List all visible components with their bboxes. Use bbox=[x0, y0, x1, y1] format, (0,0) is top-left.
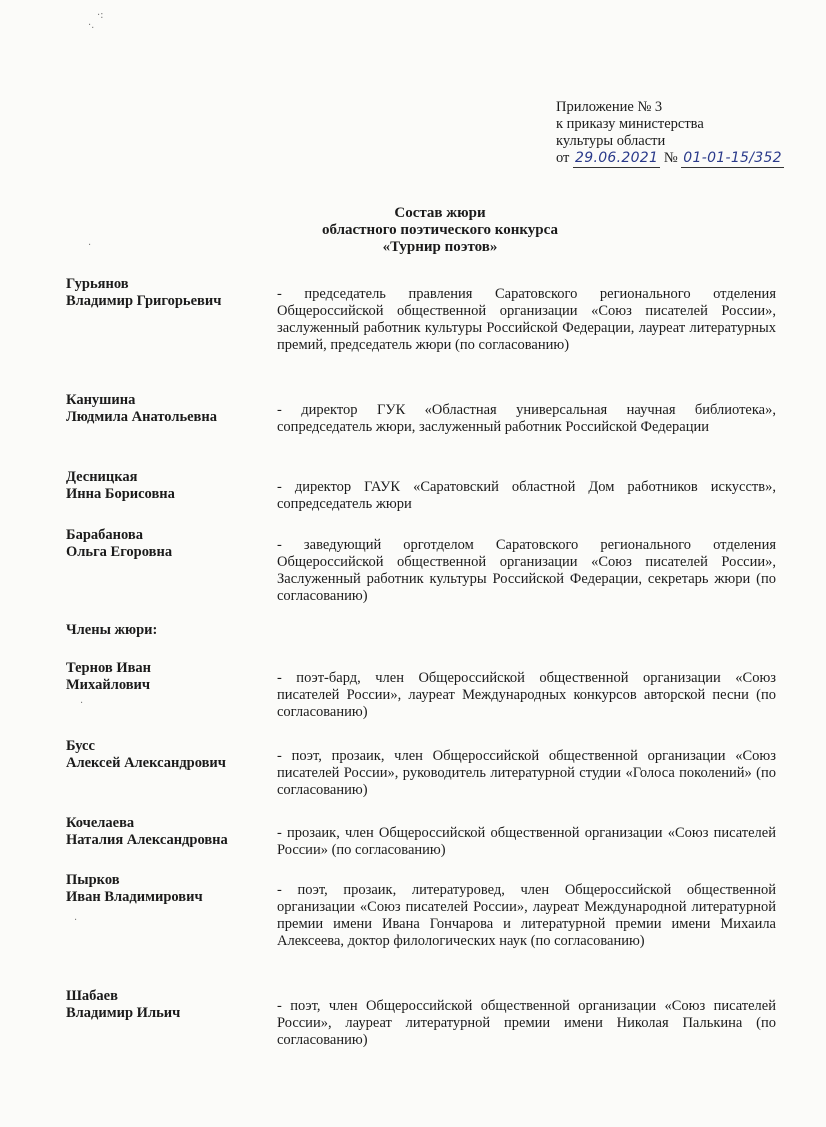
person-surname: Гурьянов bbox=[66, 276, 129, 292]
members-heading: Члены жюри: bbox=[66, 622, 158, 638]
person-name bbox=[66, 469, 266, 503]
person-role: - директор ГУК «Областная универсальная научная библиотека», сопредседатель жюри, заслуженный работник Российской Федерации bbox=[277, 402, 776, 435]
date-prefix: от bbox=[556, 150, 570, 166]
handwritten-date: 29.06.2021 bbox=[575, 150, 659, 166]
person-name bbox=[66, 660, 266, 694]
person-surname: Бусс bbox=[66, 738, 95, 754]
annex-line-2: к приказу министерства bbox=[556, 116, 704, 132]
person-surname: Тернов Иван bbox=[66, 660, 152, 676]
person-role: - прозаик, член Общероссийской общественной организации «Союз писателей России» (по согласованию) bbox=[277, 825, 776, 858]
person-surname: Шабаев bbox=[66, 988, 118, 1004]
person-name bbox=[66, 988, 266, 1022]
person-given-names: Ольга Егоровна bbox=[66, 544, 173, 560]
annex-block bbox=[556, 99, 816, 168]
person-given-names: Наталия Александровна bbox=[66, 832, 228, 848]
person-role: - председатель правления Саратовского регионального отделения Общероссийской общественной организации «Союз писателей России», заслуженный работник культуры Российской Федерации, лауреат литературных премий, председатель жюри (по согласованию) bbox=[277, 286, 776, 353]
annex-date-line bbox=[556, 150, 816, 168]
handwritten-number: 01-01-15/352 bbox=[683, 150, 782, 166]
scan-speck: · bbox=[80, 698, 84, 709]
scan-speck: · bbox=[88, 240, 92, 251]
person-surname: Кочелаева bbox=[66, 815, 135, 831]
document-title bbox=[250, 205, 630, 256]
person-name bbox=[66, 527, 266, 561]
annex-line-3: культуры области bbox=[556, 133, 666, 149]
person-given-names: Алексей Александрович bbox=[66, 755, 226, 771]
person-surname: Барабанова bbox=[66, 527, 143, 543]
scan-speck: ·: bbox=[97, 10, 104, 21]
person-given-names: Владимир Ильич bbox=[66, 1005, 181, 1021]
person-role: - поэт, прозаик, член Общероссийской общественной организации «Союз писателей России», руководитель литературной студии «Голоса поколений» (по согласованию) bbox=[277, 748, 776, 798]
title-line-2: областного поэтического конкурса bbox=[321, 222, 558, 238]
person-role: - поэт, прозаик, литературовед, член Общероссийской общественной организации «Союз писателей России», лауреат Международной литературной премии имени Ивана Гончарова и литературной премии имени Михаила Алексеева, доктор филологических наук (по согласованию) bbox=[277, 882, 776, 949]
person-name bbox=[66, 815, 266, 849]
person-name bbox=[66, 392, 266, 426]
person-name bbox=[66, 276, 266, 310]
person-surname: Канушина bbox=[66, 392, 136, 408]
scan-speck: · bbox=[74, 915, 78, 926]
title-line-3: «Турнир поэтов» bbox=[382, 239, 498, 255]
person-name bbox=[66, 738, 266, 772]
person-role: - поэт, член Общероссийской общественной организации «Союз писателей России», лауреат литературной премии имени Николая Палькина (по согласованию) bbox=[277, 998, 776, 1048]
person-given-names: Иван Владимирович bbox=[66, 889, 203, 905]
title-line-1: Состав жюри bbox=[394, 205, 486, 221]
person-surname: Пырков bbox=[66, 872, 120, 888]
person-surname: Десницкая bbox=[66, 469, 138, 485]
number-prefix: № bbox=[663, 150, 678, 166]
person-role: - директор ГАУК «Саратовский областной Дом работников искусств», сопредседатель жюри bbox=[277, 479, 776, 512]
annex-line-1: Приложение № 3 bbox=[556, 99, 663, 115]
person-given-names: Михайлович bbox=[66, 677, 151, 693]
person-role: - заведующий орготделом Саратовского регионального отделения Общероссийской общественной организации «Союз писателей России», Заслуженный работник культуры Российской Федерации, секретарь жюри (по согласованию) bbox=[277, 537, 776, 604]
person-given-names: Людмила Анатольевна bbox=[66, 409, 217, 425]
person-name bbox=[66, 872, 266, 906]
person-role: - поэт-бард, член Общероссийской общественной организации «Союз писателей России», лауреат Международных конкурсов авторской песни (по согласованию) bbox=[277, 670, 776, 720]
person-given-names: Владимир Григорьевич bbox=[66, 293, 222, 309]
scan-speck: ·. bbox=[88, 20, 95, 31]
person-given-names: Инна Борисовна bbox=[66, 486, 175, 502]
